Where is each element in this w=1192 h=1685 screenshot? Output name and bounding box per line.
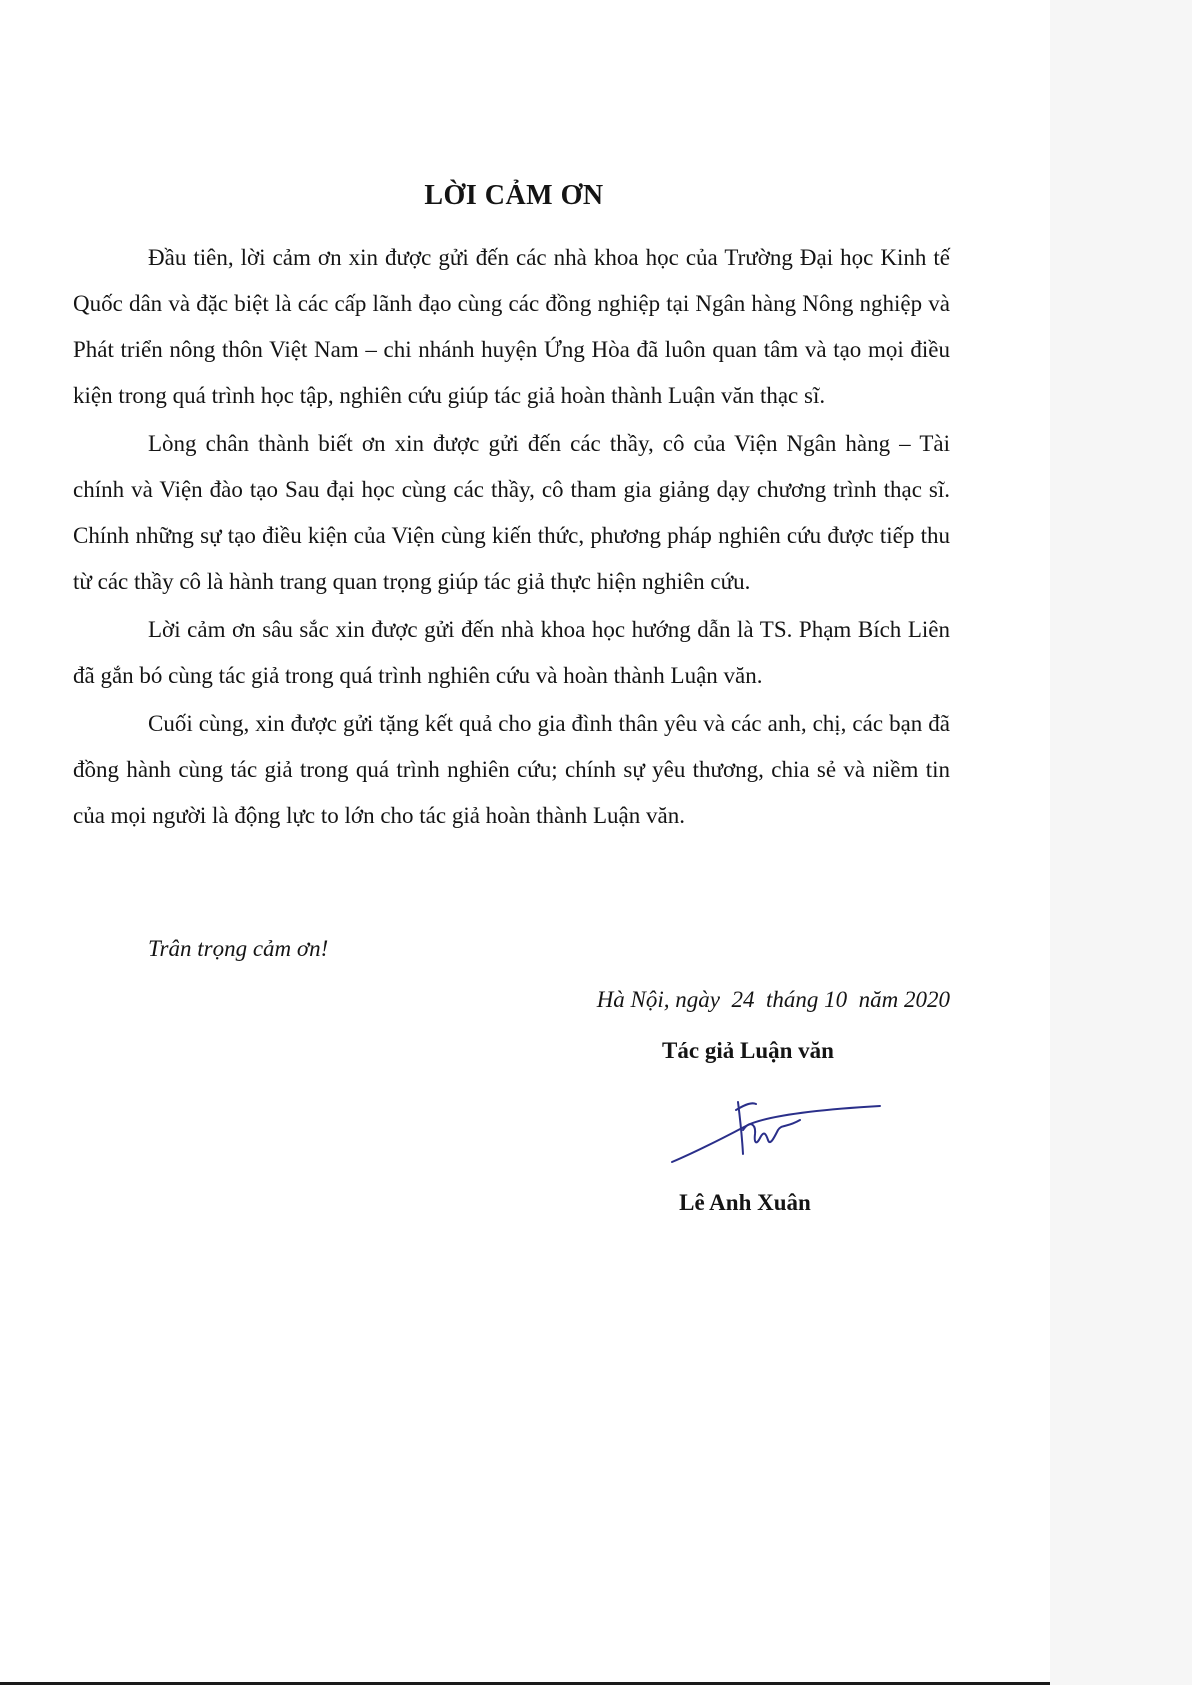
signature-image [660,1090,890,1170]
paragraph-1: Đầu tiên, lời cảm ơn xin được gửi đến các nhà khoa học của Trường Đại học Kinh tế Quốc dân và đặc biệt là các cấp lãnh đạo cùng các đồng nghiệp tại Ngân hàng Nông nghiệp và Phát triển nông thôn Việt Nam – chi nhánh huyện Ứng Hòa đã luôn quan tâm và tạo mọi điều kiện trong quá trình học tập, nghiên cứu giúp tác giả hoàn thành Luận văn thạc sĩ. [73,245,950,408]
paragraph-3: Lời cảm ơn sâu sắc xin được gửi đến nhà khoa học hướng dẫn là TS. Phạm Bích Liên đã gắn bó cùng tác giả trong quá trình nghiên cứu và hoàn thành Luận văn. [73,617,950,688]
closing-line: Trân trọng cảm ơn! [148,936,329,961]
signature-stroke-loop [743,1120,800,1142]
scan-margin [1050,0,1192,1685]
place-date: Hà Nội, ngày 24 tháng 10 năm 2020 [596,987,950,1012]
author-label: Tác giả Luận văn [662,1038,834,1063]
signature-stroke-upright [736,1102,756,1154]
page-title: LỜI CẢM ƠN [424,180,604,211]
paragraph-2: Lòng chân thành biết ơn xin được gửi đến các thầy, cô của Viện Ngân hàng – Tài chính và Viện đào tạo Sau đại học cùng các thầy, cô tham gia giảng dạy chương trình thạc sĩ. Chính những sự tạo điều kiện của Viện cùng kiến thức, phương pháp nghiên cứu được tiếp thu từ các thầy cô là hành trang quan trọng giúp tác giả thực hiện nghiên cứu. [73,431,950,594]
body-text [73,235,950,841]
paragraph-4: Cuối cùng, xin được gửi tặng kết quả cho gia đình thân yêu và các anh, chị, các bạn đã đồng hành cùng tác giả trong quá trình nghiên cứu; chính sự yêu thương, chia sẻ và niềm tin của mọi người là động lực to lớn cho tác giả hoàn thành Luận văn. [73,711,950,828]
author-name: Lê Anh Xuân [679,1190,811,1215]
